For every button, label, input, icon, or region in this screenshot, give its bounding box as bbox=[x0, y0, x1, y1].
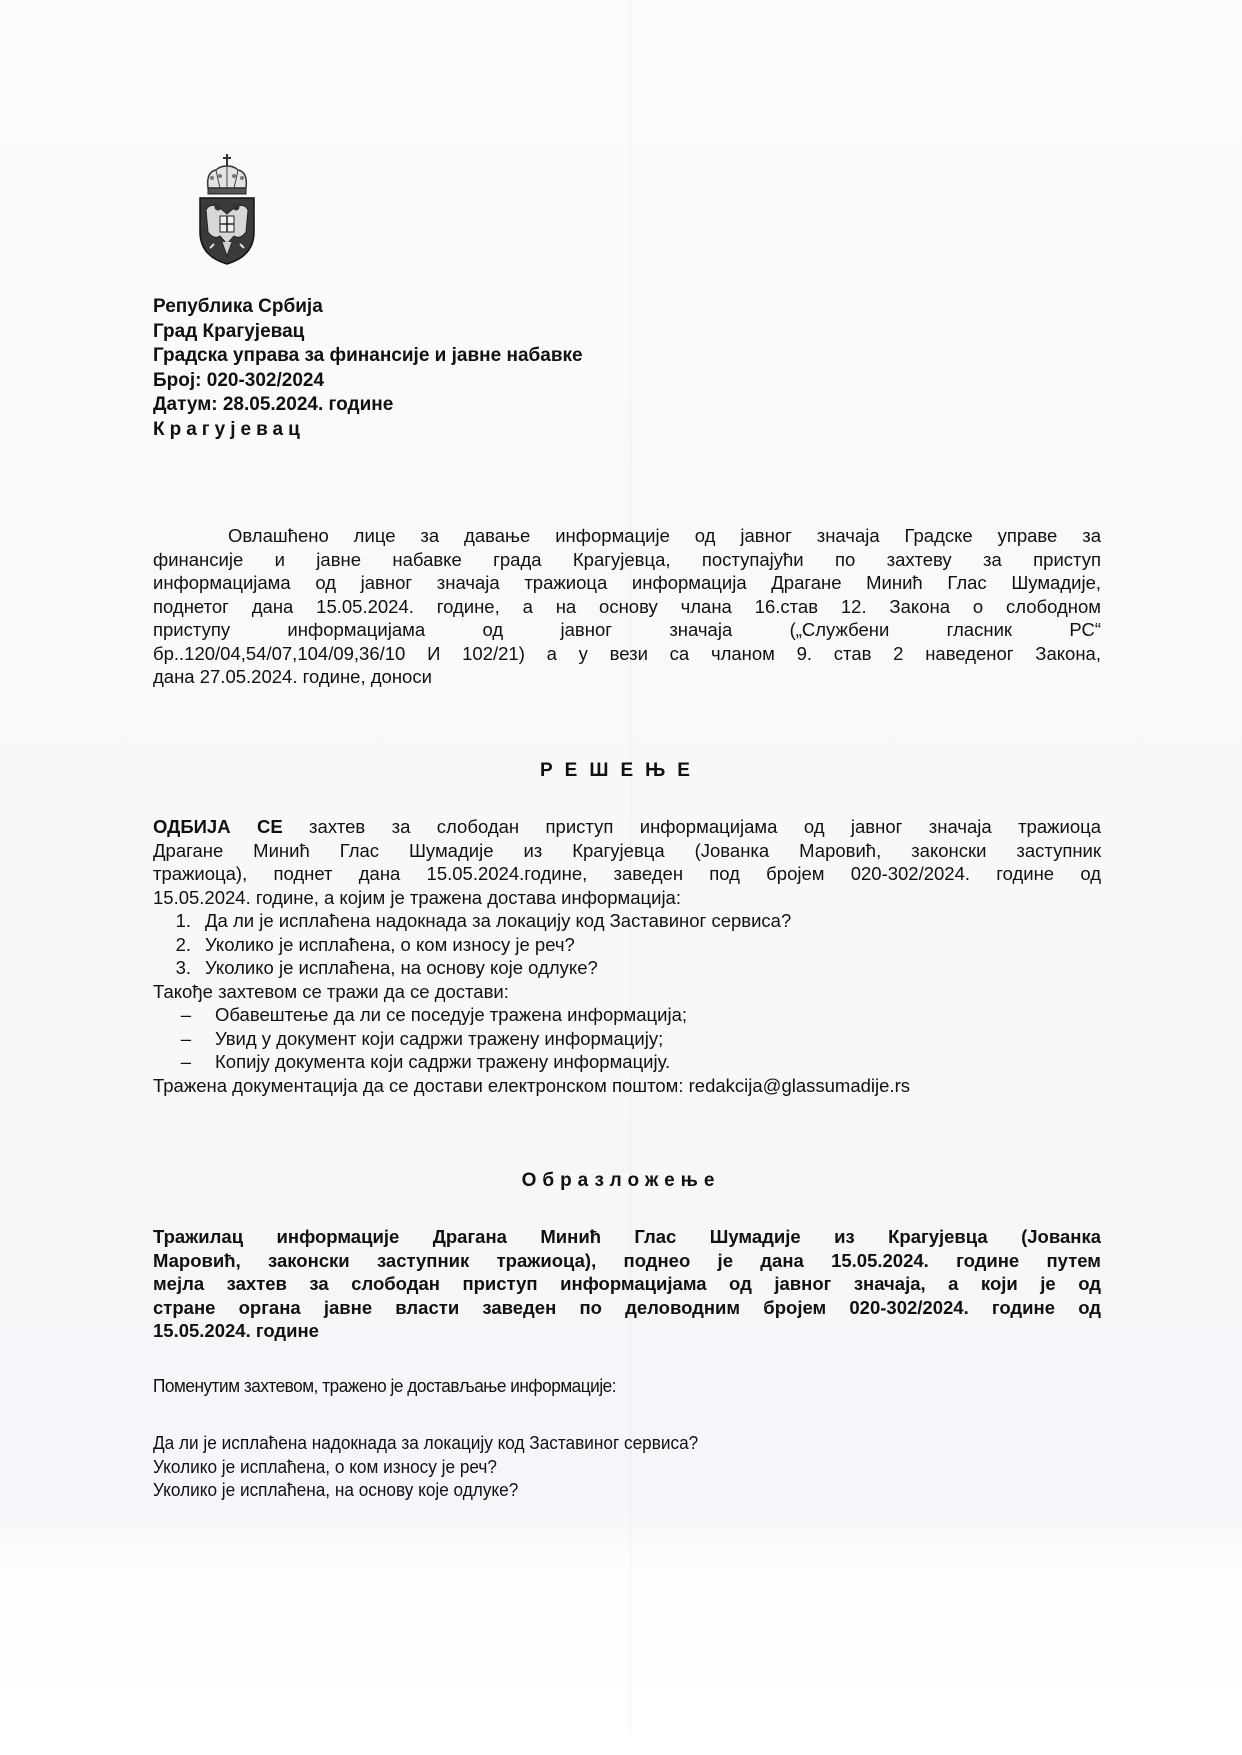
document-header bbox=[153, 295, 583, 442]
decision-line: захтев за слободан приступ информацијама од јавног значаја тражиоца bbox=[282, 816, 1101, 837]
question-item: Да ли је исплаћена надокнада за локацију код Заставиног сервиса? bbox=[153, 1432, 699, 1453]
decision-title: РЕШЕЊЕ bbox=[540, 760, 702, 781]
dash-item: – Копију документа који садржи тражену информацију. bbox=[180, 1051, 671, 1072]
reasoning-line: 15.05.2024. године bbox=[153, 1320, 319, 1341]
header-city: Град Крагујевац bbox=[153, 320, 305, 342]
numbered-item: 3. Уколико је исплаћена, на основу које одлуке? bbox=[175, 957, 598, 978]
intro-line: поднетог дана 15.05.2024. године, а на основу члана 16.став 12. Закона о слободном bbox=[153, 595, 1101, 617]
delivery-text: Тражена документација да се достави електронском поштом: redakcija@glassumadije.rs bbox=[153, 1074, 910, 1096]
reasoning-title: Образложење bbox=[521, 1170, 721, 1191]
mention-text: Поменутим захтевом, тражено је достављање информације: bbox=[153, 1375, 617, 1396]
numbered-item: 2. Уколико је исплаћена, о ком износу је реч? bbox=[175, 933, 575, 955]
question-item: Уколико је исплаћена, на основу које одлуке? bbox=[153, 1479, 519, 1500]
header-number: Број: 020-302/2024 bbox=[153, 369, 325, 391]
intro-line: информацијама од јавног значаја тражиоца информација Драгане Минић Глас Шумадије, bbox=[153, 572, 1101, 593]
intro-line: приступу информацијама од јавног значаја („Службени гласник РС“ bbox=[153, 619, 1101, 640]
intro-line: финансије и јавне набавке града Крагујевца, поступајући по захтеву за приступ bbox=[153, 548, 1101, 570]
dash-item: – Увид у документ који садржи тражену информацију; bbox=[180, 1027, 664, 1049]
reasoning-line: Тражилац информације Драгана Минић Глас Шумадије из Крагујевца (Јованка bbox=[153, 1226, 1101, 1247]
header-department: Градска управа за финансије и јавне набавке bbox=[153, 345, 583, 366]
intro-line: дана 27.05.2024. године, доноси bbox=[153, 666, 432, 687]
numbered-item: 1. Да ли је исплаћена надокнада за локацију код Заставиног сервиса? bbox=[175, 910, 792, 931]
intro-line: бр..120/04,54/07,104/09,36/10 И 102/21) а у вези са чланом 9. став 2 наведеног Закона, bbox=[153, 642, 1101, 664]
question-item: Уколико је исплаћена, о ком износу је реч? bbox=[153, 1455, 497, 1477]
decision-line: 15.05.2024. године, а којим је тражена достава информација: bbox=[153, 886, 681, 908]
reasoning-line: мејла захтев за слободан приступ информацијама од јавног значаја, а који је од bbox=[153, 1273, 1101, 1294]
header-date: Датум: 28.05.2024. године bbox=[153, 394, 394, 415]
decision-paragraph bbox=[153, 815, 1101, 909]
reasoning-line: Маровић, законски заступник тражиоца), поднео је дана 15.05.2024. године путем bbox=[153, 1249, 1101, 1271]
intro-paragraph bbox=[153, 524, 1101, 689]
intro-line: Овлашћено лице за давање информације од јавног значаја Градске управе за bbox=[228, 525, 1101, 546]
decision-lead: ОДБИЈА СЕ bbox=[153, 816, 283, 837]
decision-lists bbox=[153, 909, 910, 1097]
decision-line: тражиоца), поднет дана 15.05.2024.године, заведен под бројем 020-302/2024. године од bbox=[153, 863, 1101, 884]
decision-line: Драгане Минић Глас Шумадије из Крагујевца (Јованка Маровић, законски заступник bbox=[153, 839, 1101, 861]
also-requested-text: Такође захтевом се тражи да се достави: bbox=[153, 980, 509, 1002]
dash-item: – Обавештење да ли се поседује тражена информација; bbox=[180, 1004, 687, 1025]
reasoning-line: стране органа јавне власти заведен по деловодним бројем 020-302/2024. године од bbox=[153, 1296, 1101, 1318]
reasoning-paragraph bbox=[153, 1225, 1101, 1343]
header-country: Република Србија bbox=[153, 296, 323, 317]
question-list bbox=[153, 1431, 698, 1502]
serbian-coat-of-arms-icon bbox=[196, 152, 258, 266]
header-place: Крагујевац bbox=[153, 418, 305, 440]
